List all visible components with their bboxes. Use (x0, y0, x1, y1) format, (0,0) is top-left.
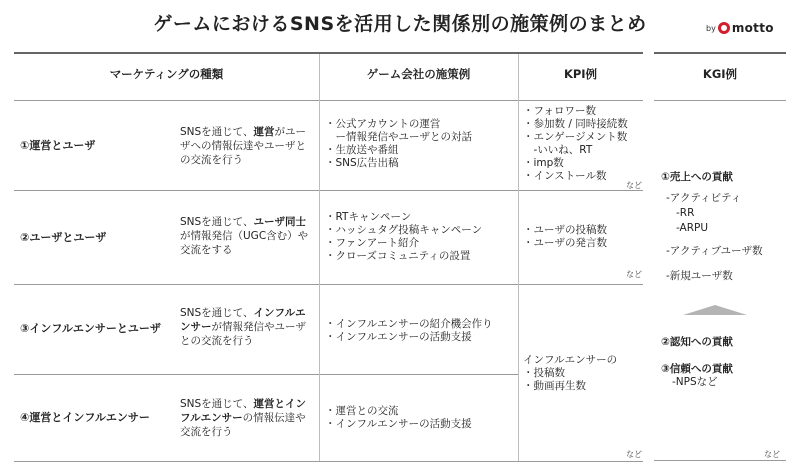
list-item: ー情報発信やユーザとの対話 (325, 131, 472, 143)
kpi-influencer (523, 354, 617, 393)
list-item: ・SNS広告出稿 (325, 157, 399, 169)
list-item: ・ユーザの発言数 (523, 237, 607, 249)
list-item: ・インフルエンサーの紹介機会作り (325, 318, 493, 330)
list-item: ・フォロワー数 (523, 105, 596, 117)
list-item: ・imp数 (523, 157, 564, 169)
list-item: ・インフルエンサーの活動支援 (325, 331, 472, 343)
list-item: ・インストール数 (523, 170, 607, 182)
category-3: ③インフルエンサーとユーザ (20, 322, 161, 335)
brand-name: motto (731, 21, 774, 35)
kgi-item: -新規ユーザ数 (666, 270, 733, 282)
description-4: SNSを通じて、運営とインフルエンサーの情報伝達や交流を行う (180, 398, 306, 438)
list-item: ・クローズコミュニティの設置 (325, 250, 471, 262)
row-divider-1 (14, 190, 643, 191)
header-kgi: KGI例 (702, 67, 738, 81)
row-divider-3 (14, 374, 518, 375)
col-divider-2 (518, 54, 519, 461)
kgi-header-divider (654, 100, 786, 101)
list-item: -いいね、RT (523, 144, 593, 156)
row-divider-2 (14, 284, 643, 285)
description-3: SNSを通じて、インフルエンサーが情報発信やユーザとの交流を行う (180, 307, 306, 347)
measures-2 (325, 211, 482, 263)
list-item: ・ユーザの投稿数 (523, 224, 607, 236)
category-2: ②ユーザとユーザ (20, 231, 107, 244)
measures-1 (325, 118, 472, 170)
measures-4 (325, 405, 472, 431)
brand-logo (706, 21, 774, 35)
header-kpi: KPI例 (563, 67, 598, 81)
kgi-item: -アクティビティ (666, 192, 742, 204)
kgi-item: -ARPU (676, 222, 709, 234)
header-company: ゲーム会社の施策例 (366, 67, 471, 81)
measures-3 (325, 318, 493, 344)
description-2: SNSを通じて、ユーザ同士が情報発信（UGC含む）や交流をする (180, 216, 309, 256)
kgi-item: -NPSなど (672, 376, 718, 388)
kpi-2 (523, 224, 607, 250)
nado-kgi: など (764, 450, 780, 459)
motto-logo-icon (718, 22, 730, 34)
list-item: ・ファンアート紹介 (325, 237, 419, 249)
table-bottom-border (14, 461, 643, 462)
description-1: SNSを通じて、運営がユーザへの情報伝達やユーザとの交流を行う (180, 126, 306, 166)
list-item: ・運営との交流 (325, 405, 399, 417)
category-4: ④運営とインフルエンサー (20, 411, 150, 424)
brand-by: by (706, 23, 716, 33)
kgi-awareness: ②認知への貢献 (661, 336, 733, 348)
list-item: ・投稿数 (523, 367, 565, 379)
list-item: ・インフルエンサーの活動支援 (325, 418, 472, 430)
header-marketing: マーケティングの種類 (109, 67, 224, 81)
header-divider (14, 100, 643, 101)
table-top-border (14, 52, 643, 54)
nado-kpi-3: など (626, 450, 642, 459)
list-item: ・エンゲージメント数 (523, 131, 628, 143)
nado-kpi-1: など (626, 181, 642, 190)
list-item: ・公式アカウントの運営 (325, 118, 441, 130)
list-item: ・ハッシュタグ投稿キャンペーン (325, 224, 483, 236)
kgi-item: -アクティブユーザ数 (666, 245, 763, 257)
list-item: ・生放送や番組 (325, 144, 399, 156)
list-item: ・RTキャンペーン (325, 211, 412, 223)
kpi-1 (523, 105, 628, 183)
kgi-item: -RR (676, 207, 695, 219)
nado-kpi-2: など (626, 270, 642, 279)
list-item: ・動画再生数 (523, 380, 586, 392)
list-item: インフルエンサーの (523, 354, 618, 366)
page-title: ゲームにおけるSNSを活用した関係別の施策例のまとめ (153, 13, 647, 35)
kgi-trust: ③信頼への貢献 (661, 363, 733, 375)
col-divider-1 (319, 54, 320, 461)
category-1: ①運営とユーザ (20, 139, 96, 152)
up-arrow-icon (683, 305, 747, 315)
kgi-sales-title: ①売上への貢献 (661, 171, 733, 183)
list-item: ・参加数 / 同時接続数 (523, 118, 628, 130)
